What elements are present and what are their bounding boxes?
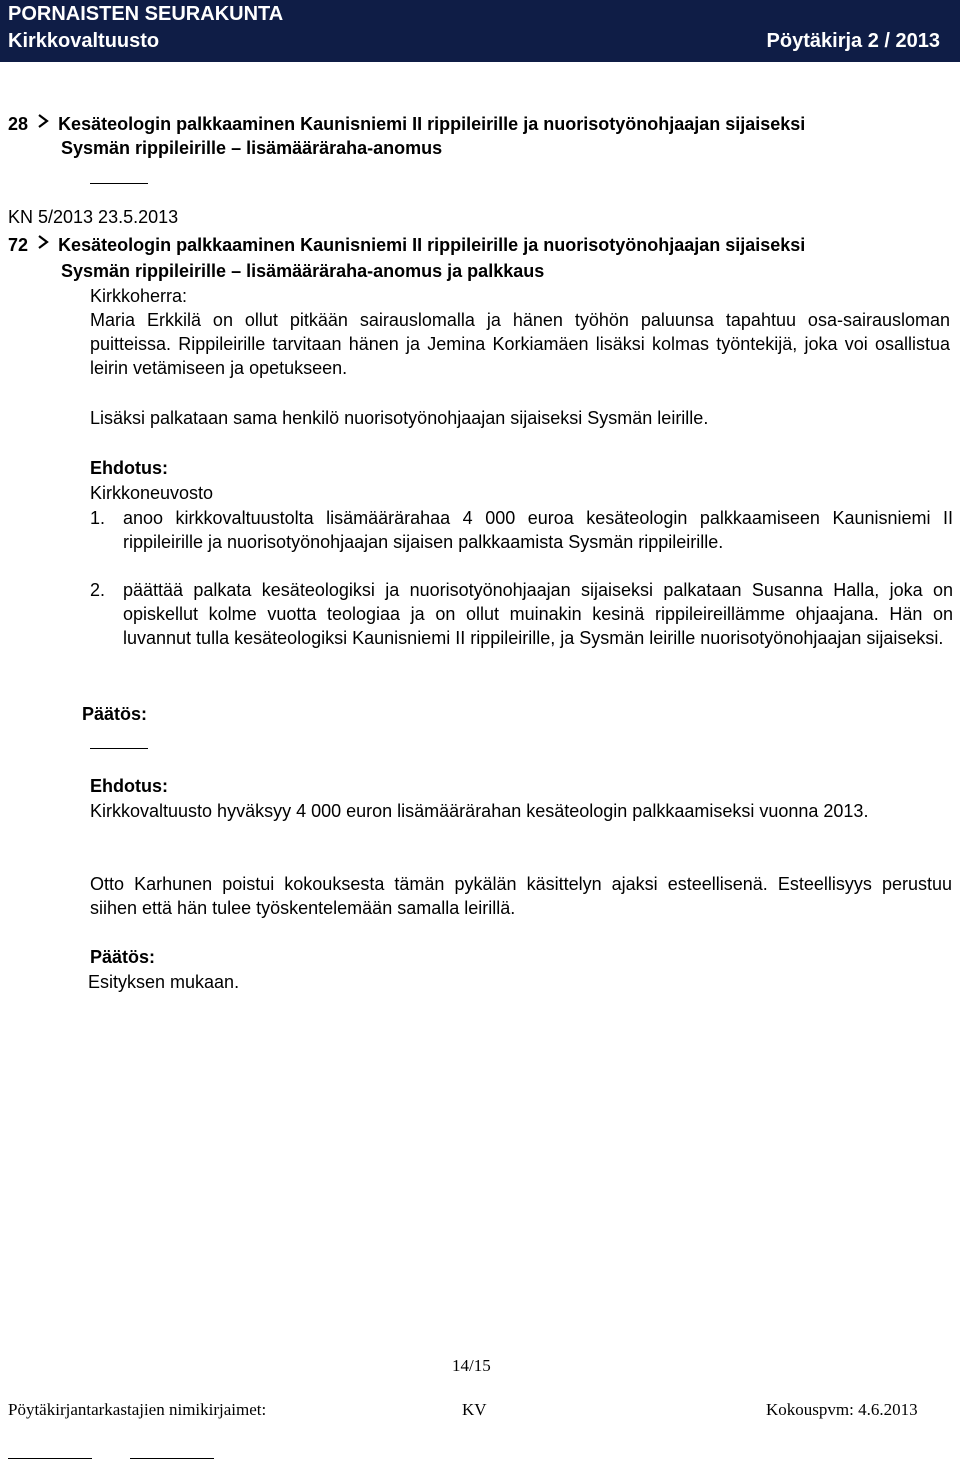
section-title-line1: Kesäteologin palkkaaminen Kaunisniemi II rippileirille ja nuorisotyönohjaajan sijaiseksi xyxy=(58,114,806,134)
author-label: Kirkkoherra: xyxy=(90,286,188,306)
section-28-title-line2: Sysmän rippileirille – lisämääräraha-anomus xyxy=(61,138,443,158)
governing-body: Kirkkovaltuusto xyxy=(8,30,160,52)
kn-reference: KN 5/2013 23.5.2013 xyxy=(8,207,179,227)
section-title-line1: Kesäteologin palkkaaminen Kaunisniemi II rippileirille ja nuorisotyönohjaajan sijaiseksi xyxy=(58,235,806,255)
section-72-title-line2: Sysmän rippileirille – lisämääräraha-anomus ja palkkaus xyxy=(61,261,545,281)
background-paragraph: Maria Erkkilä on ollut pitkään sairauslomalla ja hänen työhön paluunsa tapahtuu osa-sairausloman puitteissa. Rippileirille tarvitaan hänen ja Jemina Korkiamäen lisäksi kolmas työntekijä, joka voi osallistua leirin vetämiseen ja opetukseen. xyxy=(90,310,950,378)
decision-label: Päätös: xyxy=(82,704,148,724)
document-header xyxy=(0,0,960,62)
proposal-item-2: päättää palkata kesäteologiksi ja nuorisotyönohjaajan sijaiseksi palkataan Susanna Halla, joka on opiskellut kolme vuotta teologiaa ja on ollut muinakin kesinä rippileireillämme ohjaajana. Hän on luvannut tulla kesäteologiksi Kaunisniemi II rippileirille, ja Sysmän leirille nuorisotyönohjaajan sijaiseksi. xyxy=(123,580,953,648)
item-number: 1. xyxy=(90,508,106,528)
page-number: 14/15 xyxy=(452,1356,491,1375)
council-decision-label: Päätös: xyxy=(90,947,156,967)
section-28-heading xyxy=(8,112,805,136)
council-proposal-label: Ehdotus: xyxy=(90,776,168,796)
proposal-item-1: anoo kirkkovaltuustolta lisämäärärahaa 4 000 euroa kesäteologin palkkaamiseen Kaunisniemi II rippileirille ja nuorisotyönohjaajan sijaisen palkkaamista Sysmän rippileirille. xyxy=(123,508,953,552)
signature-line xyxy=(90,748,148,749)
checkers-label: Pöytäkirjantarkastajien nimikirjaimet: xyxy=(8,1400,267,1419)
recusal-note: Otto Karhunen poistui kokouksesta tämän pykälän käsittelyn ajaksi esteellisenä. Esteellisyys perustuu siihen että hän tulee työskentelemään samalla leirillä. xyxy=(90,874,952,918)
checker-initials: KV xyxy=(462,1400,487,1419)
section-number: 28 xyxy=(8,114,29,134)
minutes-number: Pöytäkirja 2 / 2013 xyxy=(766,30,940,52)
signature-line xyxy=(90,183,148,184)
council-decision-text: Esityksen mukaan. xyxy=(88,972,240,992)
council-proposal-text: Kirkkovaltuusto hyväksyy 4 000 euron lisämäärärahan kesäteologin palkkaamiseksi vuonna 2013. xyxy=(90,801,869,821)
proposal-label: Ehdotus: xyxy=(90,458,168,478)
initials-line xyxy=(8,1458,92,1459)
additional-hire-paragraph: Lisäksi palkataan sama henkilö nuorisotyönohjaajan sijaiseksi Sysmän leirille. xyxy=(90,408,709,428)
item-number: 2. xyxy=(90,580,106,600)
section-sign-icon xyxy=(33,112,53,130)
organization-name: PORNAISTEN SEURAKUNTA xyxy=(8,3,284,25)
section-sign-icon xyxy=(33,233,53,251)
section-72-heading xyxy=(8,233,805,257)
section-number: 72 xyxy=(8,235,29,255)
initials-line xyxy=(130,1458,214,1459)
proposer: Kirkkoneuvosto xyxy=(90,483,214,503)
meeting-date: Kokouspvm: 4.6.2013 xyxy=(766,1400,918,1419)
